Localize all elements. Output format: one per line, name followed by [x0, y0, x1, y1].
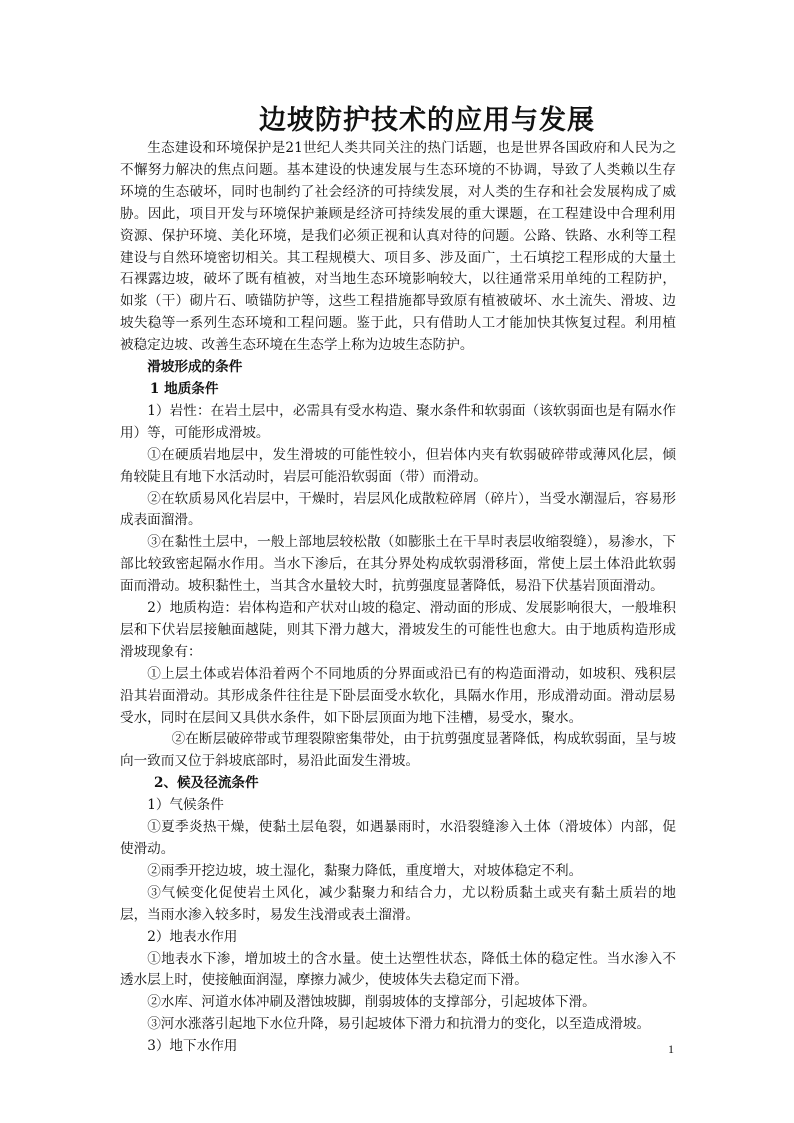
- paragraph-climate-1: ①夏季炎热干燥，使黏土层龟裂，如遇暴雨时，水沿裂缝渗入土体（滑坡体）内部，促使滑动。: [120, 819, 676, 857]
- paragraph-surface-water-2: ②水库、河道水体冲刷及潜蚀坡脚，削弱坡体的支撑部分，引起坡体下滑。: [147, 994, 596, 1011]
- paragraph-surface-water-1: ①地表水下渗，增加坡土的含水量。使土达塑性状态，降低土体的稳定性。当水渗入不透水层上时，使接触面润湿，摩擦力减少，使坡体失去稳定而下滑。: [120, 950, 676, 989]
- paragraph-lithology-1: ①在硬质岩地层中，发生滑坡的可能性较小，但岩体内夹有软弱破碎带或薄风化层，倾角较陡且有地下水活动时，岩层可能沿软弱面（带）而滑动。: [120, 446, 676, 485]
- paragraph-surface-water-3: ③河水涨落引起地下水位升降，易引起坡体下滑力和抗滑力的变化，以至造成滑坡。: [147, 1016, 651, 1033]
- document-title: 边坡防护技术的应用与发展: [259, 105, 595, 136]
- paragraph-climate-2: ②雨季开挖边坡，坡土湿化，黏聚力降低，重度增大，对坡体稳定不利。: [147, 862, 583, 879]
- paragraph-surface-water: 2）地表水作用: [147, 928, 238, 945]
- section-heading-landslide-conditions: 滑坡形成的条件: [147, 359, 243, 376]
- paragraph-climate: 1）气候条件: [147, 797, 224, 814]
- paragraph-structure: 2）地质构造：岩体构造和产状对山坡的稳定、滑动面的形成、发展影响很大，一般堆积层和下伏岩层接触面越陡，则其下滑力越大，滑坡发生的可能性也愈大。由于地质构造形成滑坡现象有：: [120, 600, 676, 660]
- document-body: [120, 138, 676, 1058]
- subsection-heading-geology: 1 地质条件: [149, 380, 219, 397]
- page-number: 1: [668, 1042, 674, 1056]
- paragraph-climate-3: ③气候变化促使岩土风化，减少黏聚力和结合力，尤以粉质黏土或夹有黏土质岩的地层，当雨水渗入较多时，易发生浅滑或表土溜滑。: [120, 884, 676, 923]
- paragraph-lithology-2: ②在软质易风化岩层中，干燥时，岩层风化成散粒碎屑（碎片），当受水潮湿后，容易形成表面溜滑。: [120, 490, 676, 529]
- paragraph-lithology-3: ③在黏性土层中，一般上部地层较松散（如膨胀土在干旱时表层收缩裂缝），易渗水，下部比较致密起隔水作用。当水下渗后，在其分界处构成软弱滑移面，常使上层土体沿此软弱面而滑动。坡积黏性土，当其含水量较大时，抗剪强度显著降低，易沿下伏基岩顶面滑动。: [120, 534, 676, 595]
- paragraph-structure-1: ①上层土体或岩体沿着两个不同地质的分界面或沿已有的构造面滑动，如坡积、残积层沿其岩面滑动。其形成条件往往是下卧层面受水软化，具隔水作用，形成滑动面。滑动层易受水，同时在层间又具供水条件，如下卧层顶面为地下洼槽，易受水，聚水。: [120, 665, 676, 726]
- paragraph-lithology: 1）岩性：在岩土层中，必需具有受水构造、聚水条件和软弱面（该软弱面也是有隔水作用）等，可能形成滑坡。: [120, 402, 676, 441]
- subsection-heading-climate: 2、候及径流条件: [154, 775, 259, 792]
- intro-paragraph: 生态建设和环境保护是21世纪人类共同关注的热门话题，也是世界各国政府和人民为之不懈努力解决的焦点问题。基本建设的快速发展与生态环境的不协调，导致了人类赖以生存环境的生态破坏，同时也制约了社会经济的可持续发展，对人类的生存和社会发展构成了威胁。因此，项目开发与环境保护兼顾是经济可持续发展的重大课题，在工程建设中合理利用资源、保护环境、美化环境，是我们必须正视和认真对待的问题。公路、铁路、水利等工程建设与自然环境密切相关。其工程规模大、项目多、涉及面广，土石填挖工程形成的大量土石裸露边坡，破坏了既有植被，对当地生态环境影响较大，以往通常采用单纯的工程防护，如浆（干）砌片石、喷锚防护等，这些工程措施都导致原有植被破坏、水土流失、滑坡、边坡失稳等一系列生态环境和工程问题。鉴于此，只有借助人工才能加快其恢复过程。利用植被稳定边坡、改善生态环境在生态学上称为边坡生态防护。: [120, 140, 676, 354]
- paragraph-groundwater: 3）地下水作用: [147, 1038, 238, 1055]
- paragraph-structure-2: ②在断层破碎带或节理裂隙密集带处，由于抗剪强度显著降低，构成软弱面，呈与坡向一致而又位于斜坡底部时，易沿此面发生滑坡。: [120, 731, 676, 770]
